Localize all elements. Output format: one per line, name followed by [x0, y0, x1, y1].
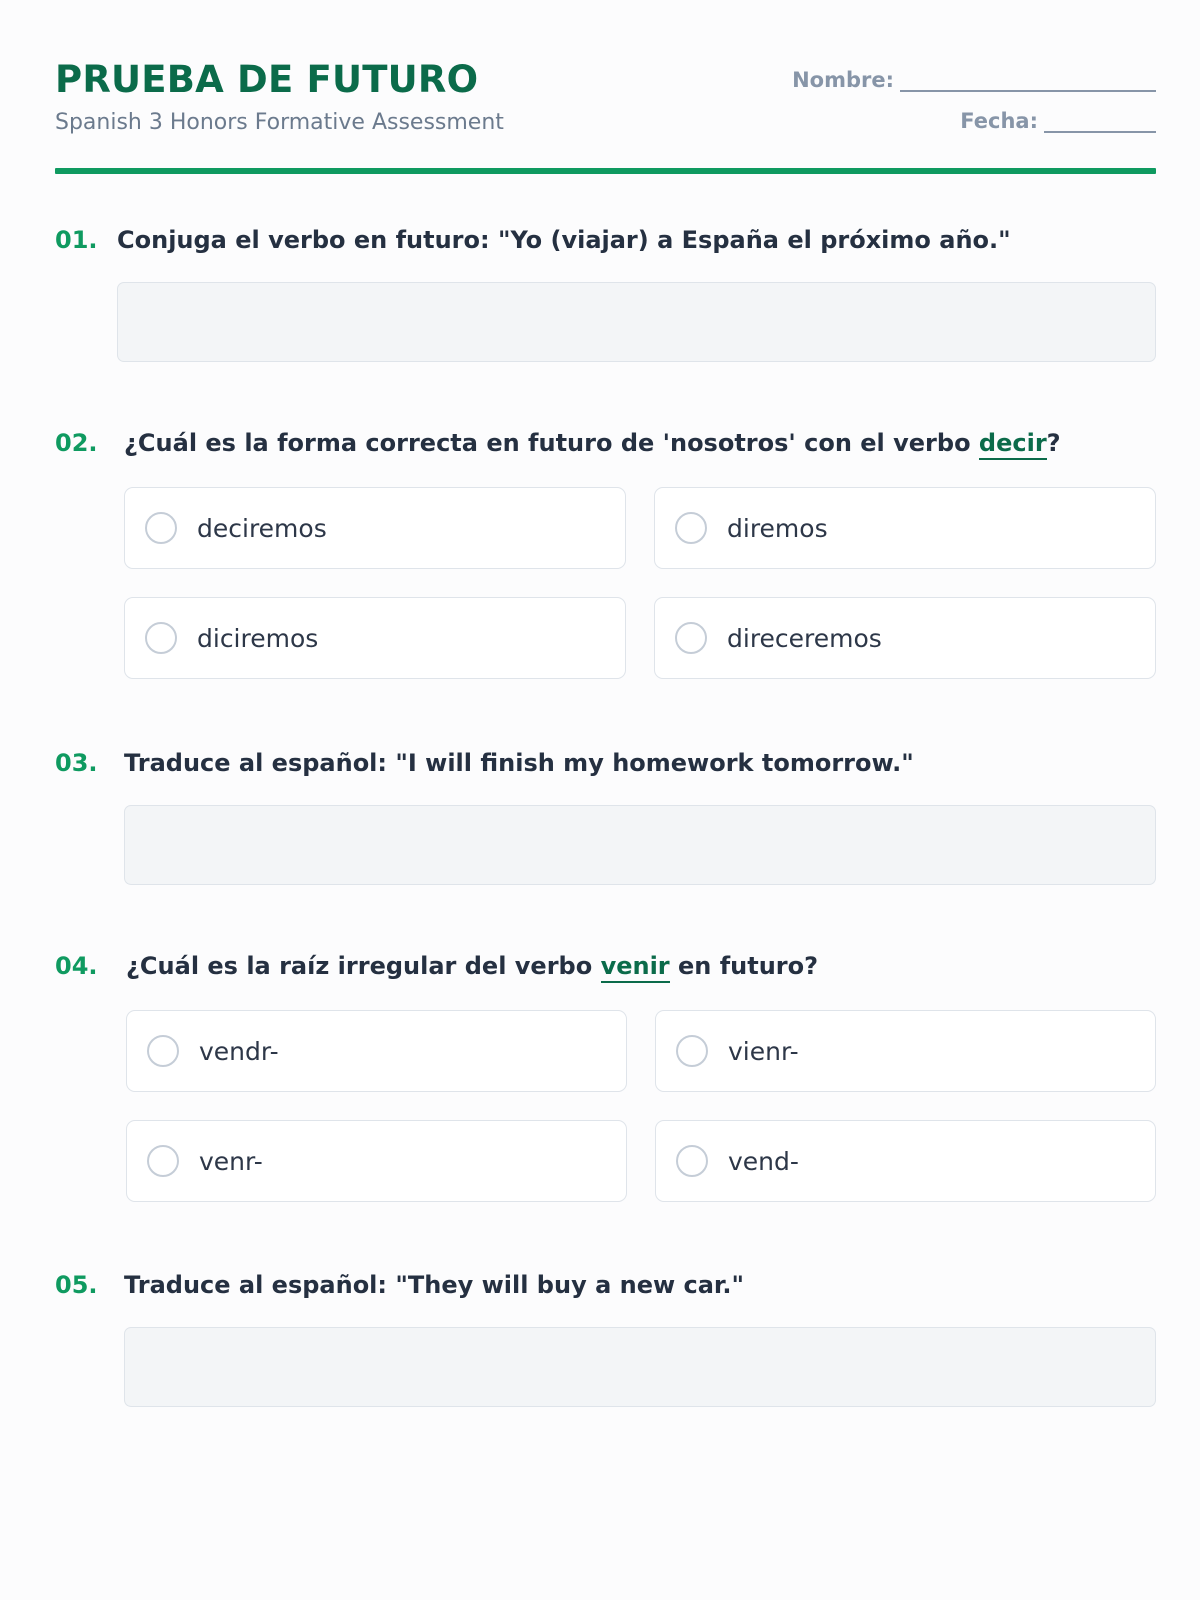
question-text-after: en futuro?: [669, 952, 819, 980]
page-subtitle: Spanish 3 Honors Formative Assessment: [55, 110, 504, 135]
page-header: [55, 0, 1156, 176]
question-text-after: ?: [1046, 429, 1061, 457]
question-number: 03.: [55, 749, 98, 777]
question-header: [55, 226, 1156, 254]
question-2: [55, 429, 1156, 679]
answer-options: [126, 1010, 1156, 1202]
option-c[interactable]: [126, 1120, 627, 1202]
option-label: diciremos: [197, 623, 319, 653]
radio-circle-icon[interactable]: [675, 512, 707, 544]
date-blank[interactable]: [1044, 113, 1156, 133]
option-label: vend-: [728, 1146, 799, 1176]
question-text: Conjuga el verbo en futuro: "Yo (viajar) a España el próximo año.": [117, 226, 1011, 254]
option-d[interactable]: [655, 1120, 1156, 1202]
option-label: diremos: [727, 513, 828, 543]
name-row: [792, 62, 1156, 92]
radio-circle-icon[interactable]: [675, 622, 707, 654]
option-label: venr-: [199, 1146, 263, 1176]
question-header: [55, 1271, 1156, 1299]
question-header: [55, 429, 1156, 457]
answer-input[interactable]: [117, 282, 1156, 362]
question-text: Traduce al español: "I will finish my homework tomorrow.": [124, 749, 914, 777]
question-text: [124, 429, 1061, 457]
option-a[interactable]: [126, 1010, 627, 1092]
date-row: [792, 103, 1156, 133]
option-a[interactable]: [124, 487, 626, 569]
answer-input[interactable]: [124, 805, 1156, 885]
date-label: Fecha:: [960, 109, 1038, 133]
question-number: 01.: [55, 226, 98, 254]
option-label: deciremos: [197, 513, 327, 543]
radio-circle-icon[interactable]: [676, 1035, 708, 1067]
option-label: direceremos: [727, 623, 882, 653]
highlighted-verb: venir: [601, 952, 670, 983]
question-header: [55, 952, 1156, 980]
question-header: [55, 749, 1156, 777]
student-info: [792, 62, 1156, 144]
header-divider: [55, 168, 1156, 174]
question-3: [55, 749, 1156, 885]
question-text-before: ¿Cuál es la forma correcta en futuro de 'nosotros' con el verbo: [124, 429, 979, 457]
radio-circle-icon[interactable]: [147, 1035, 179, 1067]
option-c[interactable]: [124, 597, 626, 679]
answer-input[interactable]: [124, 1327, 1156, 1407]
question-number: 05.: [55, 1271, 98, 1299]
question-4: [55, 952, 1156, 1202]
question-1: [55, 226, 1156, 362]
name-label: Nombre:: [792, 68, 894, 92]
option-b[interactable]: [654, 487, 1156, 569]
highlighted-verb: decir: [979, 429, 1047, 460]
question-text: Traduce al español: "They will buy a new car.": [124, 1271, 744, 1299]
option-d[interactable]: [654, 597, 1156, 679]
question-number: 04.: [55, 952, 98, 980]
question-number: 02.: [55, 429, 98, 457]
name-blank[interactable]: [900, 72, 1156, 92]
answer-options: [124, 487, 1156, 679]
option-label: vendr-: [199, 1036, 279, 1066]
radio-circle-icon[interactable]: [145, 512, 177, 544]
question-text: [126, 952, 818, 980]
option-b[interactable]: [655, 1010, 1156, 1092]
question-5: [55, 1271, 1156, 1407]
radio-circle-icon[interactable]: [676, 1145, 708, 1177]
question-text-before: ¿Cuál es la raíz irregular del verbo: [126, 952, 601, 980]
radio-circle-icon[interactable]: [147, 1145, 179, 1177]
option-label: vienr-: [728, 1036, 799, 1066]
page-title: PRUEBA DE FUTURO: [55, 58, 479, 101]
radio-circle-icon[interactable]: [145, 622, 177, 654]
